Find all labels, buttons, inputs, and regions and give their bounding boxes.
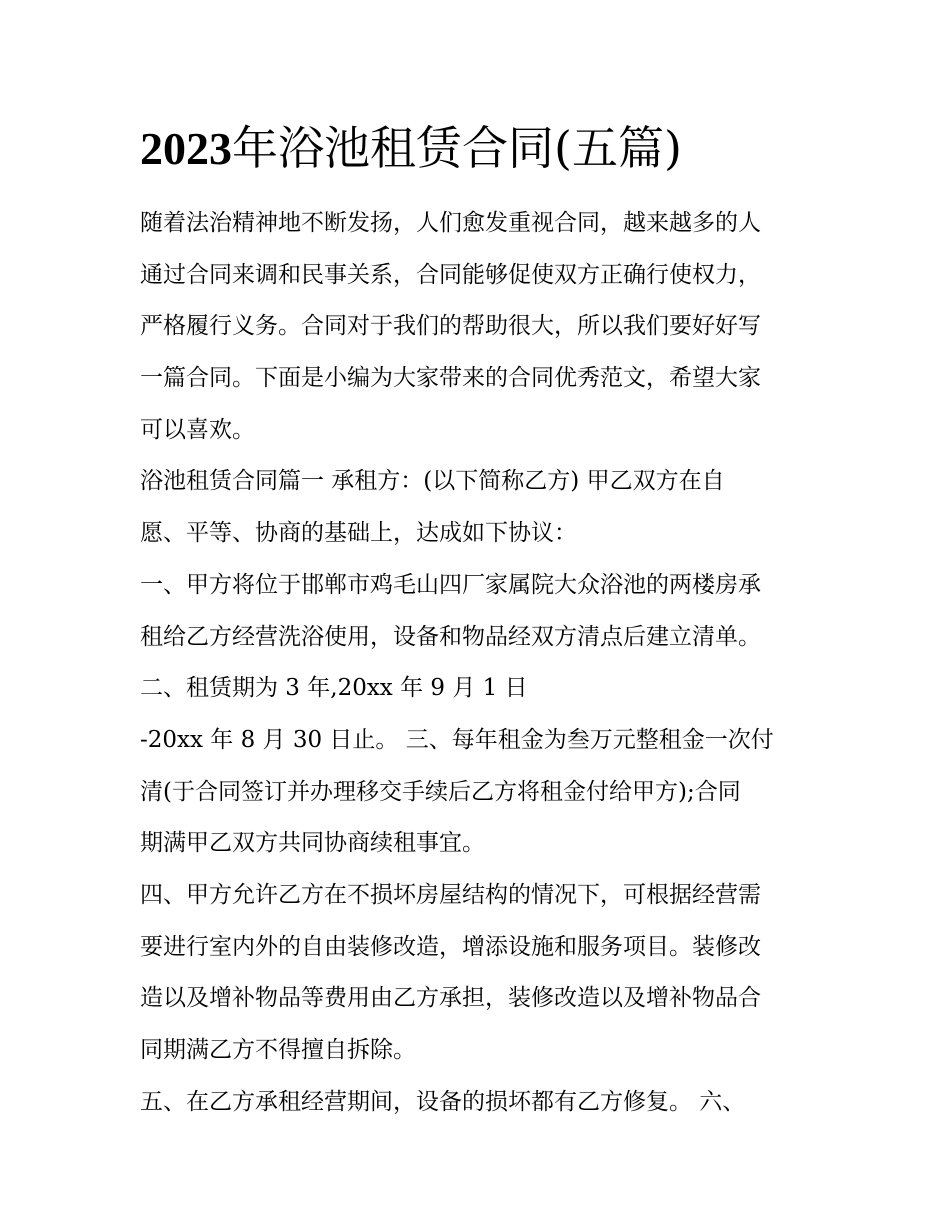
text-line: 租给乙方经营洗浴使用，设备和物品经双方清点后建立清单。 xyxy=(140,623,761,650)
text-line: 二、租赁期为 3 年,20xx 年 9 月 1 日 xyxy=(140,675,528,702)
text-line: 一篇合同。下面是小编为大家带来的合同优秀范文，希望大家 xyxy=(140,365,761,392)
text-line: 严格履行义务。合同对于我们的帮助很大，所以我们要好好写 xyxy=(140,313,761,340)
text-line: 期满甲乙双方共同协商续租事宜。 xyxy=(140,830,485,857)
text-line: -20xx 年 8 月 30 日止。 三、每年租金为叁万元整租金一次付 xyxy=(140,726,774,753)
text-line: 造以及增补物品等费用由乙方承担，装修改造以及增补物品合 xyxy=(140,985,761,1012)
text-line: 可以喜欢。 xyxy=(140,416,255,443)
text-line: 一、甲方将位于邯郸市鸡毛山四厂家属院大众浴池的两楼房承 xyxy=(140,571,761,598)
text-line: 愿、平等、协商的基础上，达成如下协议： xyxy=(140,520,577,547)
document-title xyxy=(140,118,682,179)
text-line: 随着法治精神地不断发扬，人们愈发重视合同，越来越多的人 xyxy=(140,210,761,236)
text-line: 通过合同来调和民事关系，合同能够促使双方正确行使权力， xyxy=(140,261,761,288)
text-line: 同期满乙方不得擅自拆除。 xyxy=(140,1037,416,1063)
text-line: 浴池租赁合同篇一 承租方：(以下简称乙方) 甲乙双方在自 xyxy=(140,468,725,495)
title-text: 年浴池租赁合同(五篇) xyxy=(232,121,682,175)
text-line: 要进行室内外的自由装修改造，增添设施和服务项目。装修改 xyxy=(140,933,761,960)
document-body xyxy=(140,201,830,1131)
text-line: 四、甲方允许乙方在不损坏房屋结构的情况下，可根据经营需 xyxy=(140,881,761,908)
text-line: 清(于合同签订并办理移交手续后乙方将租金付给甲方);合同 xyxy=(140,778,741,805)
text-line: 五、在乙方承租经营期间，设备的损坏都有乙方修复。 六、 xyxy=(140,1088,746,1115)
title-year: 2023 xyxy=(140,123,232,174)
